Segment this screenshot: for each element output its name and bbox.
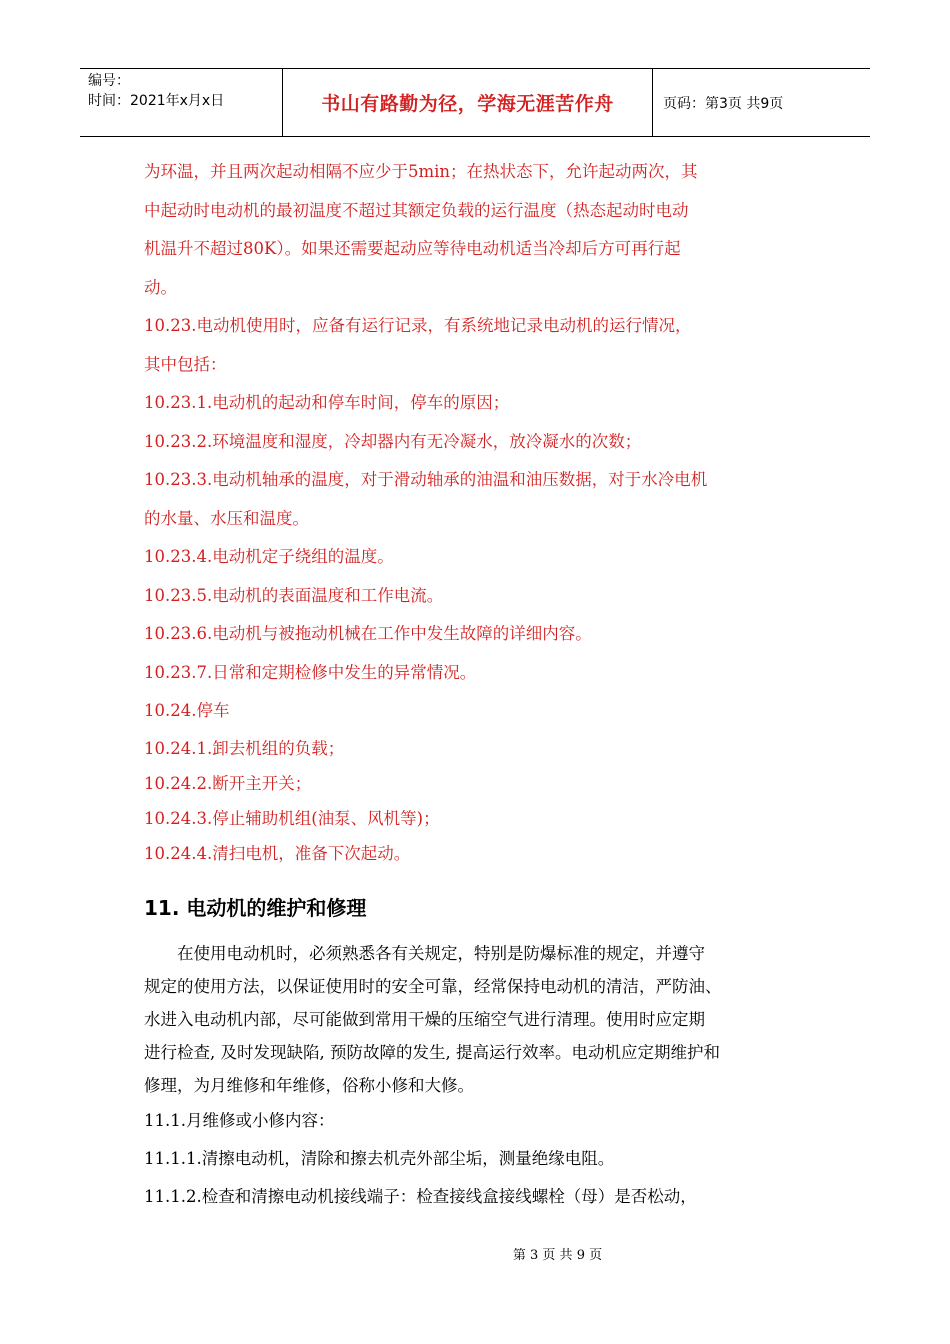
text-line: 其中包括： [144, 354, 227, 374]
body-text-block [144, 937, 824, 1216]
header-motto: 书山有路勤为径，学海无涯苦作舟 [283, 69, 653, 136]
text-line: 机温升不超过80K）。如果还需要起动应等待电动机适当冷却后方可再行起 [144, 239, 681, 258]
text-line: 10.23.电动机使用时，应备有运行记录，有系统地记录电动机的运行情况， [144, 316, 692, 335]
text-line: 10.23.2.环境温度和湿度，冷却器内有无冷凝水，放冷凝水的次数； [144, 431, 642, 451]
text-line: 10.24.3.停止辅助机组(油泵、风机等)； [144, 808, 440, 828]
text-line: 10.24.停车 [144, 701, 230, 720]
text-line: 10.23.3.电动机轴承的温度，对于滑动轴承的油温和油压数据，对于水冷电机 [144, 470, 708, 489]
text-line: 10.23.5.电动机的表面温度和工作电流。 [144, 585, 444, 605]
header-page-number: 页码：第3页 共9页 [663, 95, 784, 112]
text-line: 10.23.4.电动机定子绕组的温度。 [144, 547, 394, 566]
text-line: 水进入电动机内部，尽可能做到常用干燥的压缩空气进行清理。使用时应定期 [144, 1009, 705, 1029]
header-meta [80, 69, 283, 136]
text-line: 11.1.2.检查和清擦电动机接线端子：检查接线盒接线螺栓（母）是否松动， [144, 1186, 697, 1206]
text-line: 11.1.月维修或小修内容： [144, 1110, 335, 1130]
page-header [80, 68, 870, 137]
text-line: 10.24.1.卸去机组的负载； [144, 738, 345, 758]
text-line: 在使用电动机时，必须熟悉各有关规定，特别是防爆标准的规定，并遵守 [177, 943, 705, 963]
document-body [144, 153, 824, 1216]
text-line: 进行检查, 及时发现缺陷, 预防故障的发生, 提高运行效率。电动机应定期维护和 [144, 1042, 720, 1062]
document-number-label: 编号： [88, 73, 130, 89]
text-line: 为环温，并且两次起动相隔不应少于5min；在热状态下，允许起动两次，其 [144, 162, 698, 181]
footer-page-number: 第 3 页 共 9 页 [512, 1248, 603, 1263]
text-line: 的水量、水压和温度。 [144, 508, 309, 528]
red-text-block [144, 153, 824, 871]
document-date: 时间：2021年x月x日 [88, 93, 225, 109]
text-line: 10.24.2.断开主开关； [144, 773, 312, 793]
text-line: 动。 [144, 277, 177, 297]
section-title: 11. 电动机的维护和修理 [144, 895, 367, 920]
text-line: 修理，为月维修和年维修，俗称小修和大修。 [144, 1075, 474, 1095]
text-line: 10.24.4.清扫电机，准备下次起动。 [144, 843, 411, 863]
text-line: 10.23.7.日常和定期检修中发生的异常情况。 [144, 662, 477, 682]
text-line: 10.23.6.电动机与被拖动机械在工作中发生故障的详细内容。 [144, 624, 592, 643]
text-line: 规定的使用方法，以保证使用时的安全可靠，经常保持电动机的清洁，严防油、 [144, 976, 722, 996]
page-footer [0, 1244, 950, 1263]
text-line: 11.1.1.清擦电动机，清除和擦去机壳外部尘垢，测量绝缘电阻。 [144, 1148, 615, 1168]
text-line: 中起动时电动机的最初温度不超过其额定负载的运行温度（热态起动时电动 [144, 200, 689, 220]
text-line: 10.23.1.电动机的起动和停车时间，停车的原因； [144, 393, 510, 412]
